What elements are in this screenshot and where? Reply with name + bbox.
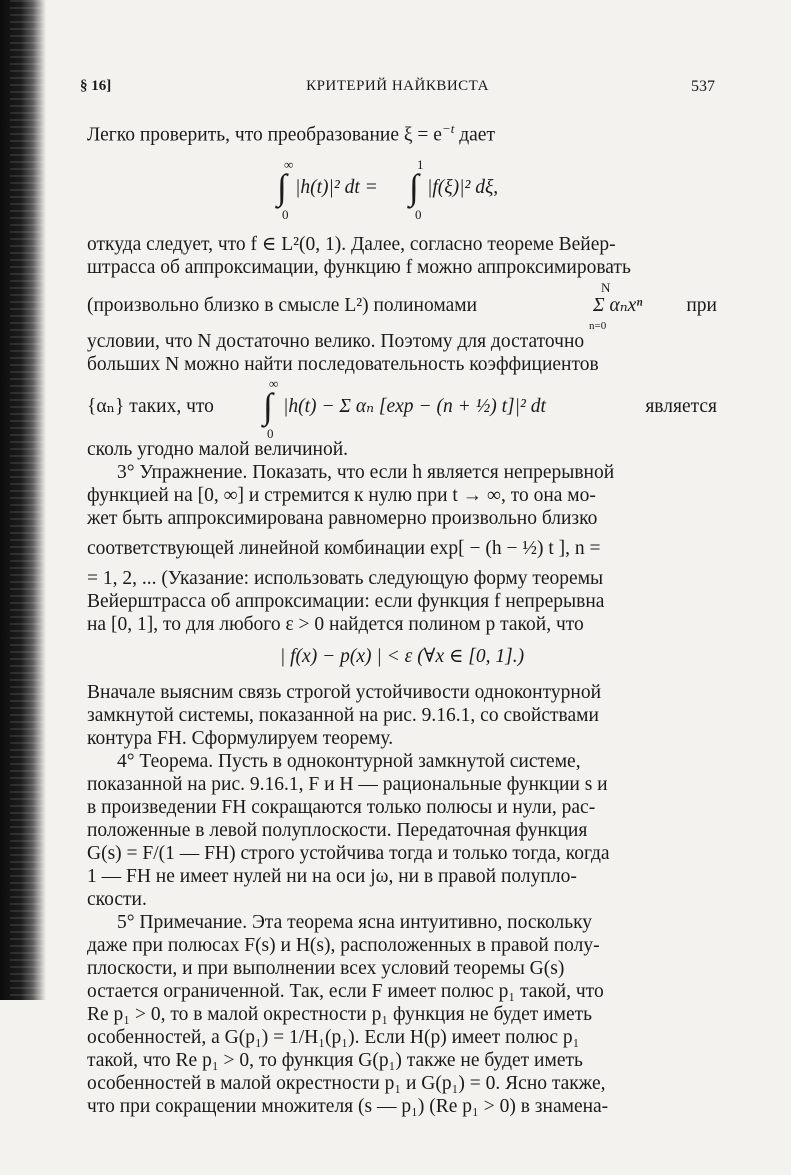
text-line-5: условии, что N достаточно велико. Поэтому для достаточно: [87, 331, 585, 352]
text-line-32: такой, что Re p₁ > 0, то функция G(p₁) также не будет иметь: [87, 1050, 583, 1071]
section-number: § 16]: [80, 78, 112, 94]
book-binding-shadow: [0, 0, 46, 1000]
text-line-11: жет быть аппроксимирована равномерно произвольно близко: [87, 508, 598, 529]
text-line-31: особенностей, а G(p₁) = 1/H₁(p₁). Если H(p) имеет полюс p₁: [87, 1027, 580, 1048]
text-line-20: показанной на рис. 9.16.1, F и H — рациональные функции s и: [87, 774, 608, 795]
text-line-2: откуда следует, что f ∈ L²(0, 1). Далее, согласно теореме Вейер-: [87, 234, 616, 255]
text-line-15: на [0, 1], то для любого ε > 0 найдется полином p такой, что: [87, 614, 584, 635]
text-line-29: остается ограниченной. Так, если F имеет полюс p₁ такой, что: [87, 981, 604, 1002]
text-line-30: Re p₁ > 0, то в малой окрестности p₁ функция не будет иметь: [87, 1004, 593, 1025]
text-line-25: скости.: [87, 889, 147, 910]
text-line-34: что при сокращении множителя (s — p₁) (Re p₁ > 0) в знамена-: [87, 1096, 609, 1117]
text-line-6: больших N можно найти последовательность коэффициентов: [87, 354, 599, 375]
text-line-18: контура FH. Сформулируем теорему.: [87, 728, 394, 749]
text-line-17: замкнутой системы, показанной на рис. 9.16.1, со свойствами: [87, 705, 599, 726]
equation-3: | f(x) − p(x) | < ε (∀x ∈ [0, 1].): [279, 646, 525, 667]
text-line-16: Вначале выясним связь строгой устойчивости одноконтурной: [87, 682, 602, 703]
text-line-19: 4° Теорема. Пусть в одноконтурной замкнутой системе,: [117, 751, 581, 772]
text-line-27: даже при полюсах F(s) и H(s), расположенных в правой полу-: [87, 935, 600, 956]
text-line-9: 3° Упражнение. Показать, что если h является непрерывной: [117, 462, 615, 483]
text-line-33: особенностей в малой окрестности p₁ и G(p₁) = 0. Ясно также,: [87, 1073, 606, 1094]
text-line-1: Легко проверить, что преобразование $\xi = e^{-t}$ дает: [87, 121, 495, 146]
text-line-3: штрасса об аппроксимации, функцию f можно аппроксимировать: [87, 257, 631, 278]
page-number: 537: [691, 78, 715, 95]
text-line-22: положенные в левой полуплоскости. Передаточная функция: [87, 820, 588, 841]
text-line-23: G(s) = F/(1 — FH) строго устойчива тогда и только тогда, когда: [87, 843, 610, 864]
text-line-12: соответствующей линейной комбинации exp[ − (h − ½) t ], n =: [87, 538, 601, 559]
text-line-4: (произвольно близко в смысле L²) полиномами N Σ αₙxⁿ n=0 при: [87, 280, 717, 332]
text-line-13: = 1, 2, ... (Указание: использовать следующую форму теоремы: [87, 568, 604, 589]
text-line-10: функцией на [0, ∞] и стремится к нулю при t → ∞, то она мо-: [87, 485, 596, 506]
running-title: КРИТЕРИЙ НАЙКВИСТА: [306, 78, 489, 94]
equation-2: {αₙ} таких, что ∞ ∫ 0 |h(t) − Σ αₙ [exp − (n + ½) t]|² dt является: [87, 376, 717, 441]
text-line-14: Вейерштрасса об аппроксимации: если функция f непрерывна: [87, 591, 605, 612]
text-line-24: 1 — FH не имеет нулей ни на оси jω, ни в правой полупло-: [87, 866, 577, 887]
text-line-8: сколь угодно малой величиной.: [87, 439, 349, 460]
text-line-21: в произведении FH сокращаются только полюсы и нули, рас-: [87, 797, 596, 818]
text-line-28: плоскости, и при выполнении всех условий теоремы G(s): [87, 958, 565, 979]
equation-1: ∞ 0 ∫ |h(t)|² dt = 1 0 ∫ |f(ξ)|² dξ,: [277, 157, 499, 222]
text-line-26: 5° Примечание. Эта теорема ясна интуитивно, поскольку: [117, 912, 593, 933]
running-header: [80, 78, 715, 98]
